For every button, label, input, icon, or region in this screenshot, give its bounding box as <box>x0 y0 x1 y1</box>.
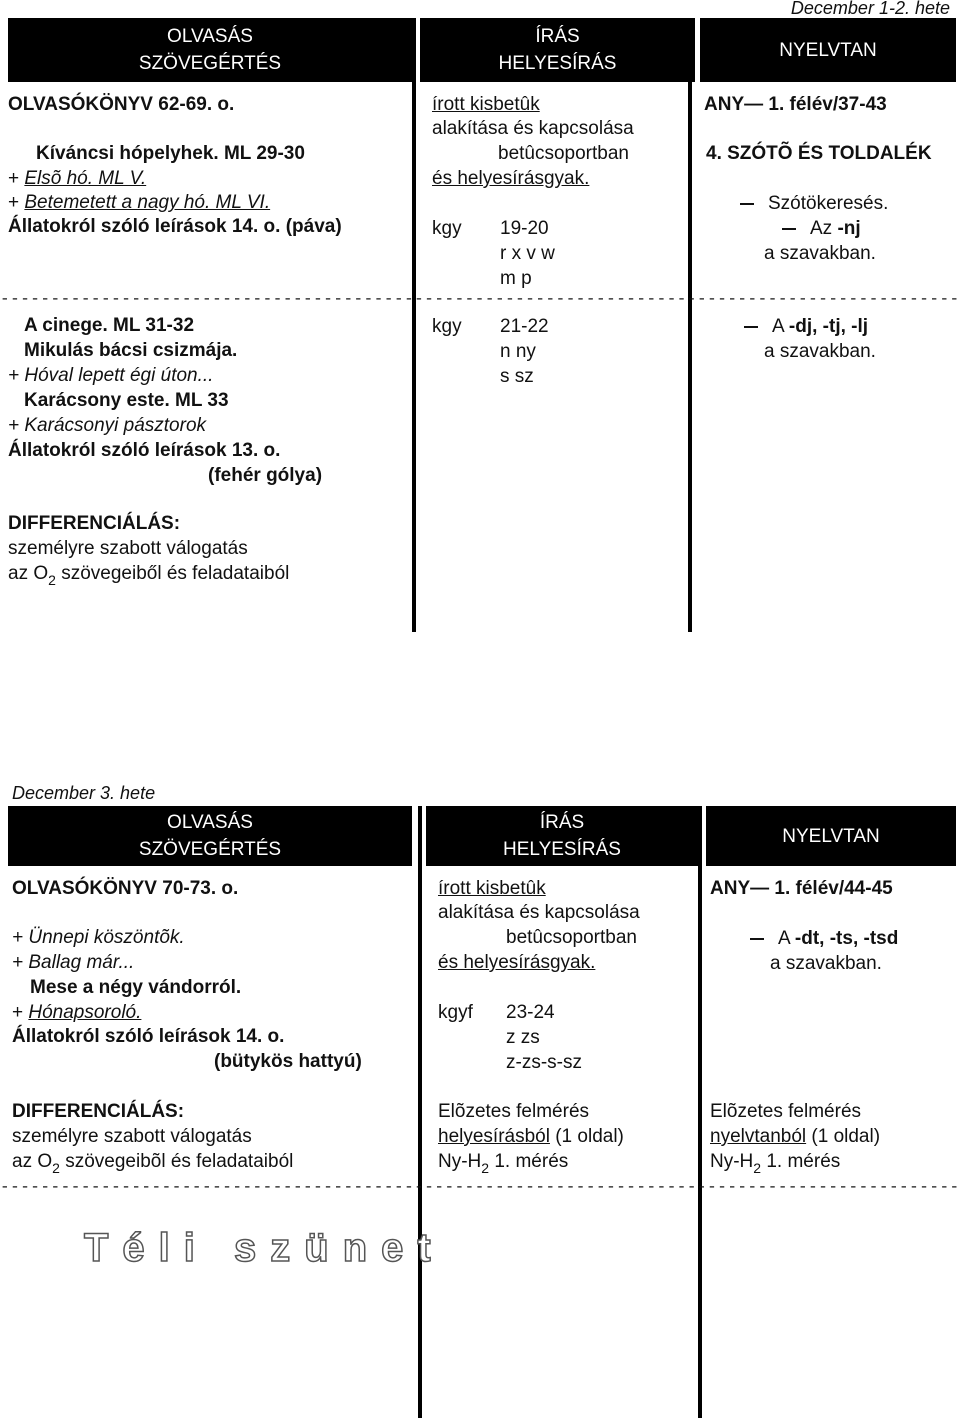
assessment-title: Elõzetes felmérés <box>710 1101 862 1122</box>
writing-letters: r x v w <box>500 243 555 264</box>
dashed-separator <box>0 1180 960 1194</box>
grammar-item: a szavakban. <box>764 243 876 264</box>
plus-sign: + <box>8 168 25 189</box>
assessment-code <box>438 1149 568 1175</box>
diff-text-b: szövegeiből és feladataiból <box>55 563 290 584</box>
assessment-scope <box>438 1124 624 1149</box>
writing-code: kgy <box>432 218 462 239</box>
assessment-pages: (1 oldal) <box>549 1126 624 1147</box>
grammar-item-text: A <box>778 928 795 949</box>
winter-break-title: Téli szünet <box>84 1226 445 1270</box>
reading-item: A cinege. ML 31-32 <box>24 315 195 336</box>
writing-line: betûcsoportban <box>506 927 637 948</box>
column-divider <box>418 806 422 1418</box>
assessment-subscript: 2 <box>753 1160 762 1176</box>
assessment-code <box>710 1149 840 1175</box>
reading-item-title: Hónapsoroló. <box>28 1002 142 1023</box>
writing-pages: 23-24 <box>506 1002 555 1023</box>
reading-item: Állatokról szóló leírások 14. o. <box>12 1026 285 1047</box>
date-label-top: December 1-2. hete <box>790 0 950 18</box>
dash-bullet <box>750 938 764 940</box>
header-reading-line2: SZÖVEGÉRTÉS <box>138 53 282 74</box>
reading-item: + Karácsonyi pásztorok <box>8 415 207 436</box>
grammar-item: a szavakban. <box>770 953 882 974</box>
grammar-item-text: Szótökeresés. <box>768 193 889 214</box>
header-writing-bottom <box>426 806 698 866</box>
assessment-code-a: Ny-H <box>710 1151 754 1172</box>
grammar-item <box>782 216 861 241</box>
differentiation-title: DIFFERENCIÁLÁS: <box>8 513 181 534</box>
plus-sign: + <box>8 192 25 213</box>
reading-item: + Hóval lepett égi úton... <box>8 365 214 386</box>
writing-code: kgyf <box>438 1002 473 1023</box>
writing-letters: z zs <box>506 1027 540 1048</box>
diff-subscript: 2 <box>48 572 56 588</box>
writing-letters: s sz <box>500 366 534 387</box>
reading-item: + Ballag már... <box>12 952 135 973</box>
diff-text-b: szövegeibõl és feladataiból <box>59 1151 294 1172</box>
header-writing-line1: ÍRÁS <box>539 812 585 833</box>
reading-item: Mikulás bácsi csizmája. <box>24 340 238 361</box>
reading-item: Állatokról szóló leírások 14. o. (páva) <box>8 216 342 237</box>
assessment-subject: helyesírásból <box>438 1126 550 1147</box>
writing-line: írott kisbetûk <box>432 94 540 115</box>
reading-item <box>12 1000 141 1025</box>
writing-line: alakítása és kapcsolása <box>438 902 640 923</box>
grammar-item <box>750 926 898 951</box>
dashed-separator <box>0 292 960 306</box>
reading-item: Mese a négy vándorról. <box>30 977 242 998</box>
differentiation-title: DIFFERENCIÁLÁS: <box>12 1101 185 1122</box>
reading-book-ref: OLVASÓKÖNYV 62-69. o. <box>8 94 235 115</box>
diff-text-a: az O <box>8 563 49 584</box>
assessment-code-b: 1. mérés <box>761 1151 841 1172</box>
assessment-code-a: Ny-H <box>438 1151 482 1172</box>
writing-line: betûcsoportban <box>498 143 629 164</box>
header-reading-bottom <box>8 806 412 866</box>
writing-line: és helyesírásgyak. <box>432 168 590 189</box>
assessment-title: Elõzetes felmérés <box>438 1101 590 1122</box>
reading-item: + Ünnepi köszöntõk. <box>12 927 185 948</box>
reading-item <box>8 166 146 191</box>
grammar-topic: 4. SZÓTÕ ÉS TOLDALÉK <box>706 143 932 164</box>
reading-item <box>8 190 270 215</box>
reading-item-title: Elsõ hó. ML V. <box>24 168 147 189</box>
grammar-book-ref: ANY— 1. félév/44-45 <box>710 878 893 899</box>
reading-item: (bütykös hattyú) <box>214 1051 362 1072</box>
reading-item: Kíváncsi hópelyhek. ML 29-30 <box>36 143 305 164</box>
header-writing-top <box>420 18 695 82</box>
reading-item: (fehér gólya) <box>208 465 323 486</box>
header-reading-line1: OLVASÁS <box>167 26 253 47</box>
reading-item: Karácsony este. ML 33 <box>24 390 229 411</box>
differentiation-text: személyre szabott válogatás <box>8 538 248 559</box>
reading-item-title: Betemetett a nagy hó. ML VI. <box>24 192 271 213</box>
assessment-subscript: 2 <box>481 1160 490 1176</box>
header-writing-line1: ÍRÁS <box>535 26 580 47</box>
grammar-item: a szavakban. <box>764 341 876 362</box>
header-reading-top <box>8 18 412 82</box>
dash-bullet <box>740 203 754 205</box>
differentiation-text <box>8 561 289 587</box>
diff-text-a: az O <box>12 1151 53 1172</box>
diff-subscript: 2 <box>52 1160 60 1176</box>
writing-line: alakítása és kapcsolása <box>432 118 634 139</box>
plus-sign: + <box>12 1002 29 1023</box>
grammar-book-ref: ANY— 1. félév/37-43 <box>704 94 887 115</box>
writing-code: kgy <box>432 316 462 337</box>
dash-bullet <box>782 228 796 230</box>
column-divider <box>688 18 692 632</box>
writing-letters: m p <box>500 268 532 289</box>
column-divider <box>412 18 416 632</box>
column-divider <box>698 806 702 1418</box>
writing-letters: n ny <box>500 341 536 362</box>
writing-pages: 19-20 <box>500 218 549 239</box>
reading-item: Állatokról szóló leírások 13. o. <box>8 440 281 461</box>
assessment-scope <box>710 1124 880 1149</box>
writing-letters: z-zs-s-sz <box>506 1052 582 1073</box>
writing-line: írott kisbetûk <box>438 878 546 899</box>
header-writing-line2: HELYESÍRÁS <box>498 53 617 74</box>
header-writing-line2: HELYESÍRÁS <box>503 839 621 860</box>
header-grammar-label: NYELVTAN <box>782 825 880 847</box>
header-grammar-bottom <box>706 806 956 866</box>
header-grammar-top <box>700 18 956 82</box>
header-reading-line1: OLVASÁS <box>167 812 253 833</box>
grammar-suffix: -dt, -ts, -tsd <box>794 928 899 949</box>
dash-bullet <box>744 326 758 328</box>
differentiation-text: személyre szabott válogatás <box>12 1126 252 1147</box>
grammar-item-text: Az <box>810 218 838 239</box>
grammar-suffix: -dj, -tj, -lj <box>788 316 869 337</box>
assessment-code-b: 1. mérés <box>489 1151 569 1172</box>
writing-pages: 21-22 <box>500 316 549 337</box>
assessment-subject: nyelvtanból <box>710 1126 807 1147</box>
reading-book-ref: OLVASÓKÖNYV 70-73. o. <box>12 878 239 899</box>
header-reading-line2: SZÖVEGÉRTÉS <box>138 839 282 860</box>
grammar-item <box>744 314 868 339</box>
date-label-bottom: December 3. hete <box>12 783 156 803</box>
grammar-item-text: A <box>772 316 789 337</box>
writing-line: és helyesírásgyak. <box>438 952 596 973</box>
grammar-item <box>740 191 888 216</box>
assessment-pages: (1 oldal) <box>806 1126 881 1147</box>
grammar-suffix: -nj <box>837 218 861 239</box>
differentiation-text <box>12 1149 293 1175</box>
header-grammar-label: NYELVTAN <box>779 39 877 61</box>
